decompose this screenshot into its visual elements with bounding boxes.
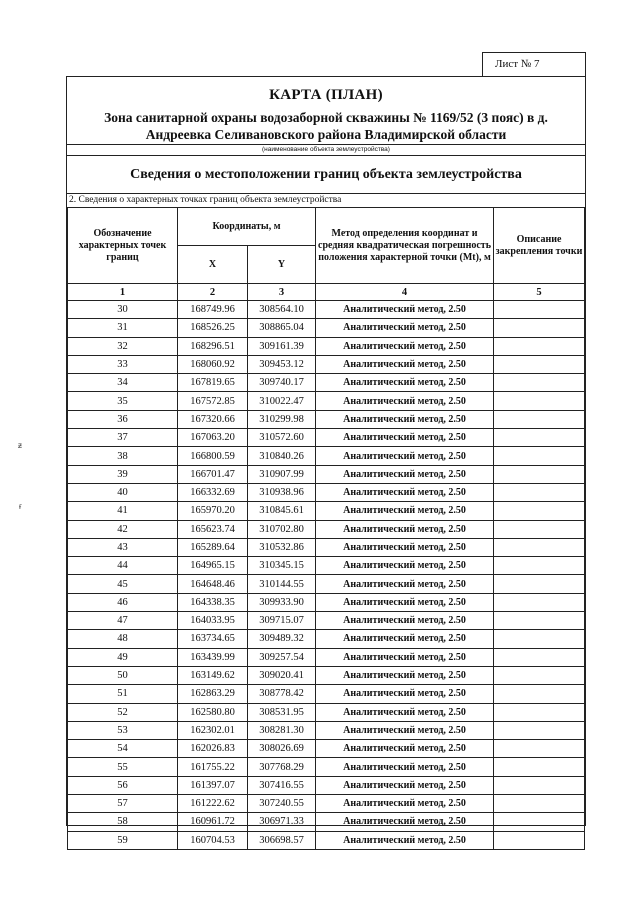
point-cell: 44 <box>68 557 178 575</box>
description-cell <box>494 301 585 319</box>
method-cell: Аналитический метод, 2.50 <box>316 447 494 465</box>
y-cell: 309740.17 <box>248 374 316 392</box>
x-cell: 162026.83 <box>178 740 248 758</box>
method-cell: Аналитический метод, 2.50 <box>316 703 494 721</box>
x-cell: 164965.15 <box>178 557 248 575</box>
y-cell: 310938.96 <box>248 483 316 501</box>
table-row <box>68 740 585 758</box>
description-cell <box>494 721 585 739</box>
y-cell: 309453.12 <box>248 355 316 373</box>
point-cell: 33 <box>68 355 178 373</box>
method-cell: Аналитический метод, 2.50 <box>316 465 494 483</box>
y-cell: 310144.55 <box>248 575 316 593</box>
header-coords: Координаты, м <box>178 208 316 246</box>
method-cell: Аналитический метод, 2.50 <box>316 776 494 794</box>
y-cell: 310702.80 <box>248 520 316 538</box>
header-y: Y <box>248 246 316 284</box>
y-cell: 308026.69 <box>248 740 316 758</box>
method-cell: Аналитический метод, 2.50 <box>316 374 494 392</box>
y-cell: 306971.33 <box>248 813 316 831</box>
description-cell <box>494 795 585 813</box>
method-cell: Аналитический метод, 2.50 <box>316 410 494 428</box>
document-subtitle <box>67 109 585 143</box>
method-cell: Аналитический метод, 2.50 <box>316 813 494 831</box>
x-cell: 161755.22 <box>178 758 248 776</box>
description-cell <box>494 740 585 758</box>
x-cell: 164338.35 <box>178 593 248 611</box>
boundary-points-table <box>67 207 585 850</box>
method-cell: Аналитический метод, 2.50 <box>316 520 494 538</box>
point-cell: 51 <box>68 685 178 703</box>
column-number: 3 <box>248 284 316 301</box>
description-cell <box>494 410 585 428</box>
x-cell: 168526.25 <box>178 319 248 337</box>
x-cell: 166800.59 <box>178 447 248 465</box>
description-cell <box>494 593 585 611</box>
y-cell: 307416.55 <box>248 776 316 794</box>
sheet-number-label: Лист № 7 <box>482 52 586 76</box>
table-row <box>68 593 585 611</box>
table-row <box>68 758 585 776</box>
column-number: 4 <box>316 284 494 301</box>
margin-mark: ғ <box>19 502 22 511</box>
x-cell: 167063.20 <box>178 429 248 447</box>
point-cell: 38 <box>68 447 178 465</box>
point-cell: 35 <box>68 392 178 410</box>
description-cell <box>494 520 585 538</box>
description-cell <box>494 465 585 483</box>
table-row <box>68 703 585 721</box>
column-number: 2 <box>178 284 248 301</box>
table-row <box>68 337 585 355</box>
method-cell: Аналитический метод, 2.50 <box>316 648 494 666</box>
table-row <box>68 575 585 593</box>
table-row <box>68 721 585 739</box>
y-cell: 310299.98 <box>248 410 316 428</box>
object-name-caption: (наименование объекта землеустройства) <box>67 144 585 153</box>
description-cell <box>494 776 585 794</box>
y-cell: 309933.90 <box>248 593 316 611</box>
method-cell: Аналитический метод, 2.50 <box>316 429 494 447</box>
method-cell: Аналитический метод, 2.50 <box>316 502 494 520</box>
x-cell: 160961.72 <box>178 813 248 831</box>
point-cell: 30 <box>68 301 178 319</box>
description-cell <box>494 538 585 556</box>
method-cell: Аналитический метод, 2.50 <box>316 538 494 556</box>
point-cell: 53 <box>68 721 178 739</box>
description-cell <box>494 392 585 410</box>
description-cell <box>494 630 585 648</box>
table-row <box>68 374 585 392</box>
method-cell: Аналитический метод, 2.50 <box>316 666 494 684</box>
document-frame <box>66 76 586 846</box>
method-cell: Аналитический метод, 2.50 <box>316 392 494 410</box>
table-row <box>68 666 585 684</box>
point-cell: 37 <box>68 429 178 447</box>
table-row <box>68 612 585 630</box>
x-cell: 162302.01 <box>178 721 248 739</box>
point-cell: 57 <box>68 795 178 813</box>
y-cell: 309020.41 <box>248 666 316 684</box>
method-cell: Аналитический метод, 2.50 <box>316 301 494 319</box>
table-row <box>68 538 585 556</box>
x-cell: 165289.64 <box>178 538 248 556</box>
x-cell: 165623.74 <box>178 520 248 538</box>
x-cell: 163439.99 <box>178 648 248 666</box>
x-cell: 162580.80 <box>178 703 248 721</box>
y-cell: 307768.29 <box>248 758 316 776</box>
header-x: X <box>178 246 248 284</box>
method-cell: Аналитический метод, 2.50 <box>316 593 494 611</box>
description-cell <box>494 666 585 684</box>
method-cell: Аналитический метод, 2.50 <box>316 740 494 758</box>
method-cell: Аналитический метод, 2.50 <box>316 355 494 373</box>
table-row <box>68 813 585 831</box>
y-cell: 309161.39 <box>248 337 316 355</box>
point-cell: 54 <box>68 740 178 758</box>
x-cell: 161397.07 <box>178 776 248 794</box>
y-cell: 310022.47 <box>248 392 316 410</box>
table-row <box>68 795 585 813</box>
method-cell: Аналитический метод, 2.50 <box>316 721 494 739</box>
table-row <box>68 557 585 575</box>
table-row <box>68 355 585 373</box>
description-cell <box>494 502 585 520</box>
y-cell: 310845.61 <box>248 502 316 520</box>
point-cell: 31 <box>68 319 178 337</box>
y-cell: 307240.55 <box>248 795 316 813</box>
section-title: Сведения о местоположении границ объекта землеустройства <box>67 155 585 194</box>
point-cell: 45 <box>68 575 178 593</box>
point-cell: 36 <box>68 410 178 428</box>
column-number: 1 <box>68 284 178 301</box>
description-cell <box>494 557 585 575</box>
x-cell: 168296.51 <box>178 337 248 355</box>
y-cell: 310572.60 <box>248 429 316 447</box>
method-cell: Аналитический метод, 2.50 <box>316 630 494 648</box>
margin-mark: ƶ <box>18 441 22 450</box>
y-cell: 310907.99 <box>248 465 316 483</box>
table-row <box>68 447 585 465</box>
x-cell: 165970.20 <box>178 502 248 520</box>
point-cell: 52 <box>68 703 178 721</box>
header-point: Обозначение характерных точек границ <box>68 208 178 284</box>
x-cell: 160704.53 <box>178 831 248 849</box>
description-cell <box>494 648 585 666</box>
method-cell: Аналитический метод, 2.50 <box>316 575 494 593</box>
description-cell <box>494 483 585 501</box>
point-cell: 48 <box>68 630 178 648</box>
y-cell: 308531.95 <box>248 703 316 721</box>
method-cell: Аналитический метод, 2.50 <box>316 612 494 630</box>
subtitle-line-2: Андреевка Селивановского района Владимирской области <box>145 127 507 142</box>
point-cell: 49 <box>68 648 178 666</box>
x-cell: 167819.65 <box>178 374 248 392</box>
table-row <box>68 301 585 319</box>
method-cell: Аналитический метод, 2.50 <box>316 831 494 849</box>
description-cell <box>494 685 585 703</box>
method-cell: Аналитический метод, 2.50 <box>316 483 494 501</box>
method-cell: Аналитический метод, 2.50 <box>316 685 494 703</box>
x-cell: 168749.96 <box>178 301 248 319</box>
y-cell: 308281.30 <box>248 721 316 739</box>
x-cell: 161222.62 <box>178 795 248 813</box>
y-cell: 308865.04 <box>248 319 316 337</box>
description-cell <box>494 703 585 721</box>
method-cell: Аналитический метод, 2.50 <box>316 319 494 337</box>
y-cell: 308564.10 <box>248 301 316 319</box>
point-cell: 59 <box>68 831 178 849</box>
method-cell: Аналитический метод, 2.50 <box>316 337 494 355</box>
point-cell: 39 <box>68 465 178 483</box>
x-cell: 167320.66 <box>178 410 248 428</box>
description-cell <box>494 355 585 373</box>
point-cell: 43 <box>68 538 178 556</box>
method-cell: Аналитический метод, 2.50 <box>316 557 494 575</box>
y-cell: 309257.54 <box>248 648 316 666</box>
x-cell: 166701.47 <box>178 465 248 483</box>
y-cell: 310840.26 <box>248 447 316 465</box>
table-row <box>68 429 585 447</box>
point-cell: 34 <box>68 374 178 392</box>
description-cell <box>494 374 585 392</box>
table-row <box>68 392 585 410</box>
y-cell: 309489.32 <box>248 630 316 648</box>
description-cell <box>494 429 585 447</box>
point-cell: 47 <box>68 612 178 630</box>
column-numbers-row <box>68 284 585 301</box>
description-cell <box>494 447 585 465</box>
table-row <box>68 776 585 794</box>
table-row <box>68 685 585 703</box>
table-row <box>68 648 585 666</box>
description-cell <box>494 831 585 849</box>
column-number: 5 <box>494 284 585 301</box>
x-cell: 164648.46 <box>178 575 248 593</box>
point-cell: 56 <box>68 776 178 794</box>
subtitle-line-1: Зона санитарной охраны водозаборной скважины № 1169/52 (3 пояс) в д. <box>104 110 548 125</box>
x-cell: 162863.29 <box>178 685 248 703</box>
point-cell: 50 <box>68 666 178 684</box>
x-cell: 168060.92 <box>178 355 248 373</box>
y-cell: 308778.42 <box>248 685 316 703</box>
x-cell: 163149.62 <box>178 666 248 684</box>
point-cell: 46 <box>68 593 178 611</box>
method-cell: Аналитический метод, 2.50 <box>316 758 494 776</box>
table-row <box>68 502 585 520</box>
table-row <box>68 483 585 501</box>
x-cell: 163734.65 <box>178 630 248 648</box>
document-title: КАРТА (ПЛАН) <box>269 87 383 103</box>
header-method: Метод определения координат и средняя квадратическая погрешность положения характерной точки (Mt), м <box>316 208 494 284</box>
x-cell: 167572.85 <box>178 392 248 410</box>
description-cell <box>494 337 585 355</box>
point-cell: 40 <box>68 483 178 501</box>
header-description: Описание закрепления точки <box>494 208 585 284</box>
description-cell <box>494 612 585 630</box>
description-cell <box>494 813 585 831</box>
table-row <box>68 465 585 483</box>
y-cell: 309715.07 <box>248 612 316 630</box>
table-row <box>68 410 585 428</box>
point-cell: 41 <box>68 502 178 520</box>
table-row <box>68 319 585 337</box>
description-cell <box>494 575 585 593</box>
point-cell: 42 <box>68 520 178 538</box>
point-cell: 32 <box>68 337 178 355</box>
subsection-title: 2. Сведения о характерных точках границ объекта землеустройства <box>69 195 342 205</box>
y-cell: 310345.15 <box>248 557 316 575</box>
method-cell: Аналитический метод, 2.50 <box>316 795 494 813</box>
description-cell <box>494 319 585 337</box>
x-cell: 164033.95 <box>178 612 248 630</box>
table-row <box>68 520 585 538</box>
description-cell <box>494 758 585 776</box>
table-row <box>68 831 585 849</box>
table-row <box>68 630 585 648</box>
y-cell: 306698.57 <box>248 831 316 849</box>
point-cell: 58 <box>68 813 178 831</box>
x-cell: 166332.69 <box>178 483 248 501</box>
y-cell: 310532.86 <box>248 538 316 556</box>
point-cell: 55 <box>68 758 178 776</box>
